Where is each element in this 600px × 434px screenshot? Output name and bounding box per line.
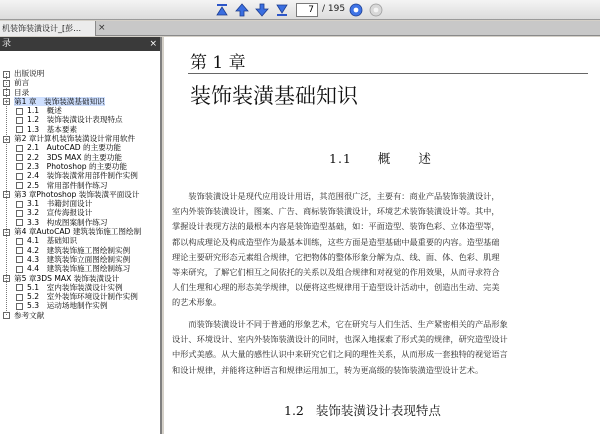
outline-item-label: 4.3 建筑装饰立面图绘制实例 bbox=[27, 254, 131, 264]
bookmark-icon bbox=[16, 238, 23, 245]
outline-item-label: 第2 章计算机装饰装潢设计常用软件 bbox=[14, 134, 136, 144]
close-outline-icon[interactable]: × bbox=[149, 39, 157, 49]
outline-item-label: 第3 章Photoshop 装饰装潢平面设计 bbox=[14, 189, 140, 199]
first-page-icon[interactable] bbox=[215, 3, 229, 17]
outline-item-label: 3.3 构成图案制作练习 bbox=[27, 217, 108, 227]
outline-section-item[interactable] bbox=[0, 264, 160, 273]
paragraph-line: 设计、环境设计、室内外装饰装潢设计的同时，也深入地探索了形式美的规律，研究造型设计 bbox=[172, 334, 508, 345]
outline-item-label: 5.1 室内装饰装潢设计实例 bbox=[27, 282, 123, 292]
bookmark-icon bbox=[16, 173, 23, 180]
tab-strip bbox=[0, 21, 600, 36]
previous-page-icon[interactable] bbox=[235, 3, 249, 17]
chapter-number: 第 1 章 bbox=[190, 53, 246, 73]
outline-chapter-item[interactable] bbox=[0, 274, 160, 283]
tree-guide-line bbox=[6, 73, 7, 315]
last-page-icon[interactable] bbox=[275, 3, 289, 17]
collapse-toggle-icon[interactable]: − bbox=[4, 275, 10, 283]
page-number-input[interactable]: 7 bbox=[296, 3, 318, 17]
toolbar bbox=[0, 0, 600, 20]
bookmark-icon bbox=[16, 117, 23, 124]
outline-section-item[interactable] bbox=[0, 171, 160, 180]
bookmark-icon bbox=[16, 247, 23, 254]
bookmark-icon bbox=[16, 163, 23, 170]
paragraph-line: 等来研究，了解它们相互之间依托的关系以及组合规律和对视觉的作用效果，从而寻求符合 bbox=[172, 267, 500, 278]
outline-section-item[interactable] bbox=[0, 246, 160, 255]
outline-section-item[interactable] bbox=[0, 283, 160, 292]
paragraph-line: 而装饰装潢设计不同于普通的形象艺术，它在研究与人们生活、生产紧密相关的产品形象 bbox=[172, 319, 508, 329]
outline-item-label: 2.4 装饰装潢常用部件制作实例 bbox=[27, 171, 138, 181]
outline-item-label: 1.2 装饰装潢设计表现特点 bbox=[27, 115, 123, 125]
bookmark-icon bbox=[16, 108, 23, 115]
outline-section-item[interactable] bbox=[0, 301, 160, 310]
collapse-toggle-icon[interactable]: − bbox=[4, 191, 10, 199]
outline-title: 录 bbox=[2, 39, 12, 49]
bookmark-icon bbox=[16, 303, 23, 310]
outline-item-label: 2.2 3DS MAX 的主要功能 bbox=[27, 152, 122, 162]
bookmark-icon bbox=[16, 145, 23, 152]
paragraph-line: 人们生理和心理的形态美学规律，以便将这些规律用于造型设计活动中，创造出生动、完美 bbox=[172, 282, 500, 293]
outline-item-label: 出版说明 bbox=[14, 69, 45, 78]
section-title: 概 述 bbox=[377, 151, 432, 166]
chapter-rule bbox=[188, 73, 588, 74]
paragraph-line: 掌握设计表现方法的最根本内容是装饰造型基础，如：平面造型、装饰色彩、立体造型等， bbox=[172, 221, 500, 232]
outline-item-label: 1.1 概述 bbox=[27, 106, 62, 116]
outline-tree bbox=[0, 51, 160, 320]
bookmark-icon bbox=[16, 266, 23, 273]
paragraph-line: 理论主要研究形态元素组合规律，它把物体的整体形象分解为点、线、面、体、色彩、肌理 bbox=[172, 251, 500, 262]
outline-item-label: 5.3 运动场地制作实例 bbox=[27, 301, 108, 311]
section-heading-1-1 bbox=[329, 149, 432, 167]
outline-section-item[interactable] bbox=[0, 292, 160, 301]
outline-item-label: 2.3 Photoshop 的主要功能 bbox=[27, 161, 127, 171]
outline-chapter-item[interactable] bbox=[0, 134, 160, 143]
outline-item-label: 5.2 室外装饰环境设计制作实例 bbox=[27, 292, 138, 302]
outline-item-label: 2.5 常用部件制作练习 bbox=[27, 180, 108, 190]
collapse-toggle-icon[interactable]: − bbox=[4, 135, 10, 143]
chapter-title: 装饰装潢基础知识 bbox=[190, 84, 358, 108]
outline-section-item[interactable] bbox=[0, 143, 160, 152]
outline-item-label: 第5 章3DS MAX 装饰装潢设计 bbox=[14, 273, 120, 283]
outline-pane bbox=[0, 37, 162, 434]
outline-item-label: 4.4 建筑装饰施工图绘制练习 bbox=[27, 264, 131, 274]
outline-section-item[interactable] bbox=[0, 255, 160, 264]
bookmark-icon bbox=[16, 182, 23, 189]
outline-chapter-item[interactable] bbox=[0, 227, 160, 236]
bookmark-icon bbox=[16, 201, 23, 208]
outline-chapter-item[interactable] bbox=[0, 88, 160, 97]
paragraph-line: 中形式美感。从大量的感性认识中来研究它们之间的理性关系，从而形成一套独特的视觉语言 bbox=[172, 349, 508, 360]
outline-chapter-item[interactable] bbox=[0, 190, 160, 199]
outline-item-label: 3.1 书籍封面设计 bbox=[27, 199, 93, 209]
paragraph-line: 和设计规律，并能将这种语言和规律运用加工，转为更高级的装饰装潢造型设计艺术。 bbox=[172, 364, 484, 375]
section-number: 1.1 bbox=[329, 151, 352, 166]
outline-section-item[interactable] bbox=[0, 125, 160, 134]
bookmark-icon bbox=[16, 284, 23, 291]
stop-icon[interactable] bbox=[369, 3, 383, 17]
bookmark-icon bbox=[16, 154, 23, 161]
outline-item-label: 4.2 建筑装饰施工图绘制实例 bbox=[27, 245, 131, 255]
bookmark-icon bbox=[16, 256, 23, 263]
outline-section-item[interactable] bbox=[0, 208, 160, 217]
close-tab-icon[interactable]: × bbox=[98, 23, 106, 33]
section-title: 装饰装潢设计表现特点 bbox=[315, 403, 441, 418]
outline-section-item[interactable] bbox=[0, 153, 160, 162]
outline-section-item[interactable] bbox=[0, 115, 160, 124]
outline-item-label: 第1 章 装饰装潢基础知识 bbox=[14, 96, 105, 106]
outline-header bbox=[0, 37, 160, 51]
section-number: 1.2 bbox=[284, 403, 304, 418]
outline-item-label: 前言 bbox=[14, 78, 30, 88]
outline-item-label: 4.1 基础知识 bbox=[27, 236, 78, 246]
go-to-page-icon[interactable] bbox=[349, 3, 363, 17]
outline-chapter-item[interactable] bbox=[0, 97, 160, 106]
outline-section-item[interactable] bbox=[0, 106, 160, 115]
paragraph-line: 都以构成理论及构成造型作为最基本训练，这些方面是造型基础中最重要的内容。造型基础 bbox=[172, 236, 500, 247]
outline-section-item[interactable] bbox=[0, 181, 160, 190]
paragraph-line: 室内外装饰装潢设计，图案、广告、商标装饰装潢设计，环境艺术装饰装潢设计等。其中， bbox=[172, 206, 500, 217]
document-page bbox=[164, 37, 600, 434]
outline-chapter-item[interactable] bbox=[0, 69, 160, 78]
outline-section-item[interactable] bbox=[0, 218, 160, 227]
outline-item-label: 1.3 基本要素 bbox=[27, 124, 78, 134]
bookmark-icon bbox=[16, 219, 23, 226]
outline-chapter-item[interactable] bbox=[0, 311, 160, 320]
paragraph bbox=[172, 317, 586, 378]
paragraph-line: 装饰装潢设计是现代应用设计用语，其范围很广泛，主要有：商业产品装饰装潢设计， bbox=[172, 191, 500, 201]
bookmark-icon bbox=[16, 294, 23, 301]
bookmark-icon bbox=[16, 210, 23, 217]
page-total-label: / 195 bbox=[322, 4, 346, 14]
outline-section-item[interactable] bbox=[0, 199, 160, 208]
document-tab[interactable]: 机装饰装潢设计_[彭… bbox=[0, 21, 96, 36]
outline-item-label: 3.2 宣传海报设计 bbox=[27, 208, 93, 218]
collapse-toggle-icon[interactable]: − bbox=[4, 228, 10, 236]
outline-item-label: 参考文献 bbox=[14, 310, 45, 320]
outline-item-label: 第4 章AutoCAD 建筑装饰施工图绘制 bbox=[14, 227, 142, 237]
outline-item-label: 2.1 AutoCAD 的主要功能 bbox=[27, 143, 122, 153]
outline-section-item[interactable] bbox=[0, 162, 160, 171]
outline-section-item[interactable] bbox=[0, 236, 160, 245]
collapse-toggle-icon[interactable]: − bbox=[4, 98, 10, 106]
paragraph-line: 的艺术形象。 bbox=[172, 297, 222, 308]
next-page-icon[interactable] bbox=[255, 3, 269, 17]
section-heading-1-2 bbox=[284, 401, 441, 419]
outline-chapter-item[interactable] bbox=[0, 78, 160, 87]
outline-item-label: 目录 bbox=[14, 87, 30, 97]
paragraph bbox=[172, 189, 586, 311]
bookmark-icon bbox=[16, 126, 23, 133]
